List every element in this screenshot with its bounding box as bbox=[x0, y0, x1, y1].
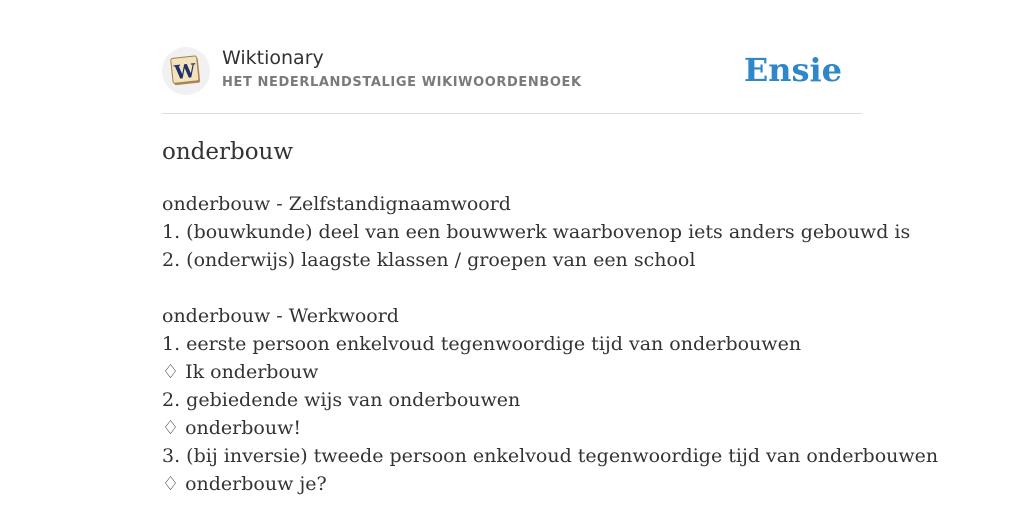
definition-line: 2. gebiedende wijs van onderbouwen bbox=[162, 389, 521, 411]
site-name[interactable]: Wiktionary bbox=[222, 47, 324, 69]
site-subtitle: HET NEDERLANDSTALIGE WIKIWOORDENBOEK bbox=[222, 75, 582, 90]
definitions bbox=[162, 190, 939, 498]
section-spacer bbox=[162, 274, 882, 302]
definition-line: 3. (bij inversie) tweede persoon enkelvoud tegenwoordige tijd van onderbouwen bbox=[162, 445, 939, 467]
site-header bbox=[162, 46, 862, 96]
wiktionary-tile-icon bbox=[167, 52, 205, 90]
wiktionary-logo-icon[interactable] bbox=[162, 47, 210, 95]
header-divider bbox=[162, 113, 862, 114]
definition-line: 2. (onderwijs) laagste klassen / groepen van een school bbox=[162, 249, 696, 271]
example-line: ♢ Ik onderbouw bbox=[162, 361, 319, 383]
section-heading-verb: onderbouw - Werkwoord bbox=[162, 305, 399, 327]
definition-line: 1. (bouwkunde) deel van een bouwwerk waarbovenop iets anders gebouwd is bbox=[162, 221, 911, 243]
example-line: ♢ onderbouw! bbox=[162, 417, 301, 439]
logo-letter: W bbox=[173, 60, 197, 85]
example-line: ♢ onderbouw je? bbox=[162, 473, 327, 495]
ensie-brand-link[interactable]: Ensie bbox=[743, 51, 842, 89]
section-heading-noun: onderbouw - Zelfstandignaamwoord bbox=[162, 193, 511, 215]
definition-line: 1. eerste persoon enkelvoud tegenwoordige tijd van onderbouwen bbox=[162, 333, 802, 355]
page-title: onderbouw bbox=[162, 139, 294, 165]
